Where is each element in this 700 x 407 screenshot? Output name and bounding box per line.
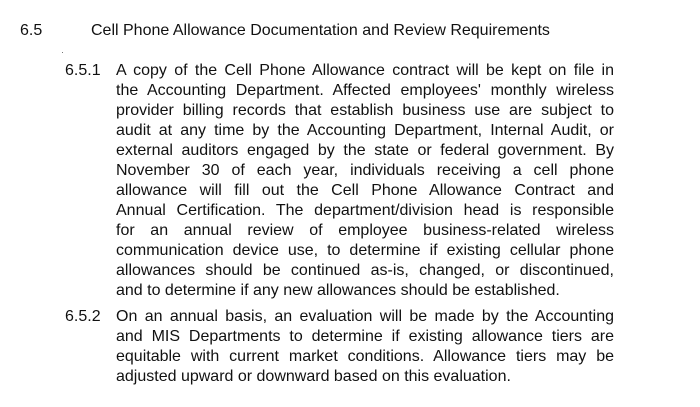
paragraph-line: for an annual review of employee business-related wireless	[116, 222, 614, 239]
paragraph-line: A copy of the Cell Phone Allowance contract will be kept on file in	[116, 62, 614, 79]
paragraph-line: allowances should be continued as-is, changed, or discontinued,	[116, 262, 614, 279]
subsection-paragraph	[116, 307, 614, 387]
scan-speck	[62, 52, 63, 53]
paragraph-line: On an annual basis, an evaluation will be made by the Accounting	[116, 308, 614, 325]
subsection-paragraph	[116, 61, 614, 301]
paragraph-line: and MIS Departments to determine if existing allowance tiers are	[116, 328, 614, 345]
paragraph-line: and to determine if any new allowances should be established.	[116, 282, 560, 299]
paragraph-line: the Accounting Department. Affected employees' monthly wireless	[116, 82, 614, 99]
paragraph-line: adjusted upward or downward based on this evaluation.	[116, 368, 511, 385]
paragraph-line: November 30 of each year, individuals receiving a cell phone	[116, 162, 614, 179]
paragraph-line: allowance will fill out the Cell Phone Allowance Contract and	[116, 182, 614, 199]
paragraph-line: equitable with current market conditions. Allowance tiers may be	[116, 348, 614, 365]
paragraph-line: provider billing records that establish business use are subject to	[116, 102, 614, 119]
paragraph-line: external auditors engaged by the state or federal government. By	[116, 142, 614, 159]
section-title: Cell Phone Allowance Documentation and Review Requirements	[91, 22, 550, 39]
subsection-number: 6.5.2	[65, 308, 101, 325]
paragraph-line: communication device use, to determine if existing cellular phone	[116, 242, 614, 259]
paragraph-line: audit at any time by the Accounting Department, Internal Audit, or	[116, 122, 614, 139]
paragraph-line: Annual Certification. The department/division head is responsible	[116, 202, 614, 219]
section-number: 6.5	[20, 22, 43, 39]
subsection-number: 6.5.1	[65, 62, 101, 79]
